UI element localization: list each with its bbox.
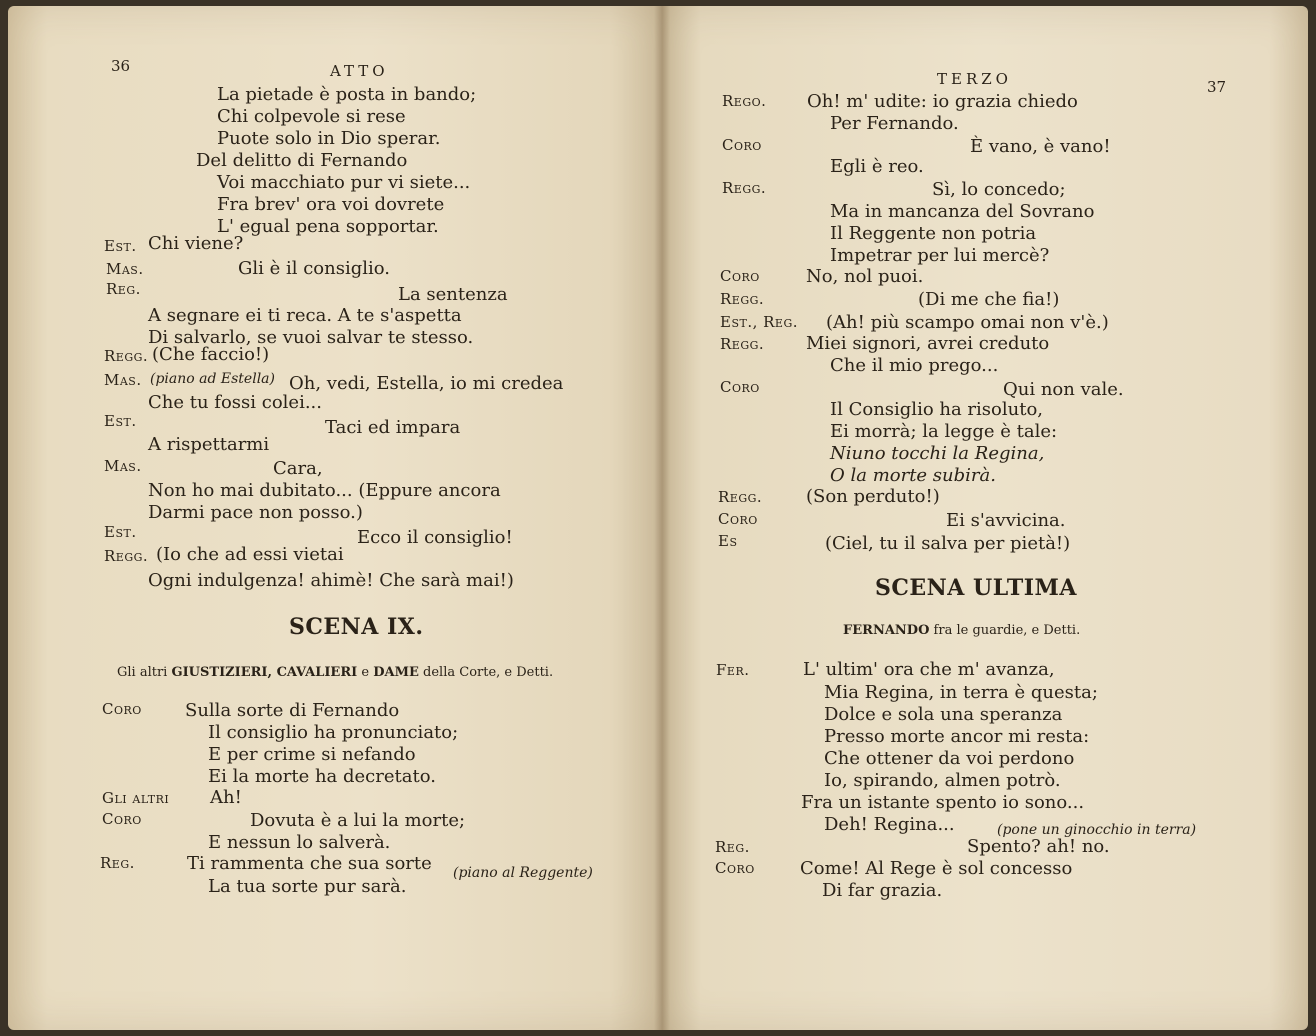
speaker-label: Mas. xyxy=(104,457,142,475)
verse-line: Ei la morte ha decretato. xyxy=(208,766,436,787)
verse-line: Niuno tocchi la Regina, xyxy=(830,443,1045,464)
verse-line: Di salvarlo, se vuoi salvar te stesso. xyxy=(148,327,474,348)
verse-line: Deh! Regina... xyxy=(824,814,955,835)
speaker-label: Coro xyxy=(102,810,142,828)
verse-line: È vano, è vano! xyxy=(970,136,1111,157)
speaker-label: Coro xyxy=(720,267,760,285)
book-gutter xyxy=(654,6,670,1030)
verse-line: Di far grazia. xyxy=(822,880,943,901)
stage-direction: (pone un ginocchio in terra) xyxy=(997,822,1197,838)
verse-line: Non ho mai dubitato... (Eppure ancora xyxy=(148,480,501,501)
speaker-label: Regg. xyxy=(104,347,149,365)
verse-line: Egli è reo. xyxy=(830,156,924,177)
verse-line: E per crime si nefando xyxy=(208,744,416,765)
speaker-label: Gli altri xyxy=(102,789,170,807)
speaker-label: Fer. xyxy=(716,661,750,679)
speaker-label: Reg. xyxy=(100,854,135,872)
speaker-label: Rego. xyxy=(722,92,767,110)
verse-line: (Io che ad essi vietai xyxy=(156,544,344,565)
verse-line: Presso morte ancor mi resta: xyxy=(824,726,1090,747)
speaker-label: Coro xyxy=(715,859,755,877)
verse-line: Miei signori, avrei creduto xyxy=(806,333,1050,354)
speaker-label: Coro xyxy=(102,700,142,718)
speaker-label: Regg. xyxy=(720,290,765,308)
verse-line: Sì, lo concedo; xyxy=(932,179,1066,200)
verse-line: Ma in mancanza del Sovrano xyxy=(830,201,1095,222)
scene-direction: FERNANDO fra le guardie, e Detti. xyxy=(843,623,1081,638)
verse-line: Spento? ah! no. xyxy=(967,836,1110,857)
verse-line: Che il mio prego... xyxy=(830,355,999,376)
scene-title: SCENA ULTIMA xyxy=(875,575,1077,601)
verse-line: (Che faccio!) xyxy=(152,344,270,365)
running-head-left: ATTO xyxy=(330,62,389,80)
verse-line: (Son perduto!) xyxy=(806,486,940,507)
verse-line: Fra brev' ora voi dovrete xyxy=(217,194,445,215)
verse-line: Oh! m' udite: io grazia chiedo xyxy=(807,91,1078,112)
scene-title: SCENA IX. xyxy=(289,614,424,640)
speaker-label: Regg. xyxy=(722,179,767,197)
page-number-left: 36 xyxy=(111,57,131,75)
verse-line: Voi macchiato pur vi siete... xyxy=(217,172,471,193)
verse-line: Che tu fossi colei... xyxy=(148,392,322,413)
verse-line: Puote solo in Dio sperar. xyxy=(217,128,441,149)
verse-line: Qui non vale. xyxy=(1003,379,1124,400)
verse-line: E nessun lo salverà. xyxy=(208,832,391,853)
speaker-label: Reg. xyxy=(106,280,141,298)
verse-line: Oh, vedi, Estella, io mi credea xyxy=(289,373,564,394)
speaker-label: Est. xyxy=(104,412,137,430)
verse-line: Il consiglio ha pronunciato; xyxy=(208,722,459,743)
speaker-label: Coro xyxy=(718,510,758,528)
page-number-right: 37 xyxy=(1207,78,1227,96)
verse-line: A rispettarmi xyxy=(148,434,270,455)
verse-line: Ei morrà; la legge è tale: xyxy=(830,421,1058,442)
verse-line: Ei s'avvicina. xyxy=(946,510,1066,531)
speaker-label: Est., Reg. xyxy=(720,313,799,331)
verse-line: Chi viene? xyxy=(148,233,244,254)
verse-line: (Di me che fia!) xyxy=(918,289,1060,310)
verse-line: Ah! xyxy=(210,787,242,808)
verse-line: Che ottener da voi perdono xyxy=(824,748,1075,769)
verse-line: L' egual pena sopportar. xyxy=(217,216,439,237)
verse-line: Gli è il consiglio. xyxy=(238,258,391,279)
speaker-label: Regg. xyxy=(720,335,765,353)
verse-line: Il Consiglio ha risoluto, xyxy=(830,399,1044,420)
verse-line: Per Fernando. xyxy=(830,113,959,134)
verse-line: Sulla sorte di Fernando xyxy=(185,700,400,721)
speaker-label: Est. xyxy=(104,523,137,541)
running-head-right: TERZO xyxy=(937,70,1012,88)
verse-line: Dolce e sola una speranza xyxy=(824,704,1063,725)
verse-line: Fra un istante spento io sono... xyxy=(801,792,1085,813)
verse-line: Dovuta è a lui la morte; xyxy=(250,810,466,831)
speaker-label: Reg. xyxy=(715,838,750,856)
verse-line: Mia Regina, in terra è questa; xyxy=(824,682,1098,703)
verse-line: Chi colpevole si rese xyxy=(217,106,406,127)
speaker-label: Est. xyxy=(104,237,137,255)
speaker-label: Mas. xyxy=(104,371,142,389)
scene-direction: Gli altri GIUSTIZIERI, CAVALIERI e DAME della Corte, e Detti. xyxy=(117,665,554,680)
verse-line: La tua sorte pur sarà. xyxy=(208,876,407,897)
verse-line: Io, spirando, almen potrò. xyxy=(824,770,1061,791)
verse-line: Darmi pace non posso.) xyxy=(148,502,363,523)
verse-line: O la morte subirà. xyxy=(830,465,996,486)
verse-line: (Ah! più scampo omai non v'è.) xyxy=(826,312,1109,333)
verse-line: Ti rammenta che sua sorte xyxy=(187,853,432,874)
verse-line: (Ciel, tu il salva per pietà!) xyxy=(825,533,1071,554)
verse-line: Ecco il consiglio! xyxy=(357,527,513,548)
verse-line: Impetrar per lui mercè? xyxy=(830,245,1050,266)
speaker-label: Mas. xyxy=(106,260,144,278)
stage-direction: (piano ad Estella) xyxy=(150,371,275,387)
speaker-label: Es xyxy=(718,532,738,550)
stage-direction: (piano al Reggente) xyxy=(453,865,593,881)
verse-line: No, nol puoi. xyxy=(806,266,924,287)
speaker-label: Coro xyxy=(722,136,762,154)
speaker-label: Regg. xyxy=(718,488,763,506)
speaker-label: Coro xyxy=(720,378,760,396)
verse-line: Ogni indulgenza! ahimè! Che sarà mai!) xyxy=(148,570,514,591)
speaker-label: Regg. xyxy=(104,547,149,565)
verse-line: Come! Al Rege è sol concesso xyxy=(800,858,1073,879)
verse-line: L' ultim' ora che m' avanza, xyxy=(803,659,1055,680)
verse-line: La sentenza xyxy=(398,284,508,305)
verse-line: A segnare ei ti reca. A te s'aspetta xyxy=(148,305,462,326)
verse-line: Taci ed impara xyxy=(325,417,461,438)
verse-line: Cara, xyxy=(273,458,323,479)
verse-line: Il Reggente non potria xyxy=(830,223,1037,244)
verse-line: Del delitto di Fernando xyxy=(196,150,408,171)
verse-line: La pietade è posta in bando; xyxy=(217,84,477,105)
